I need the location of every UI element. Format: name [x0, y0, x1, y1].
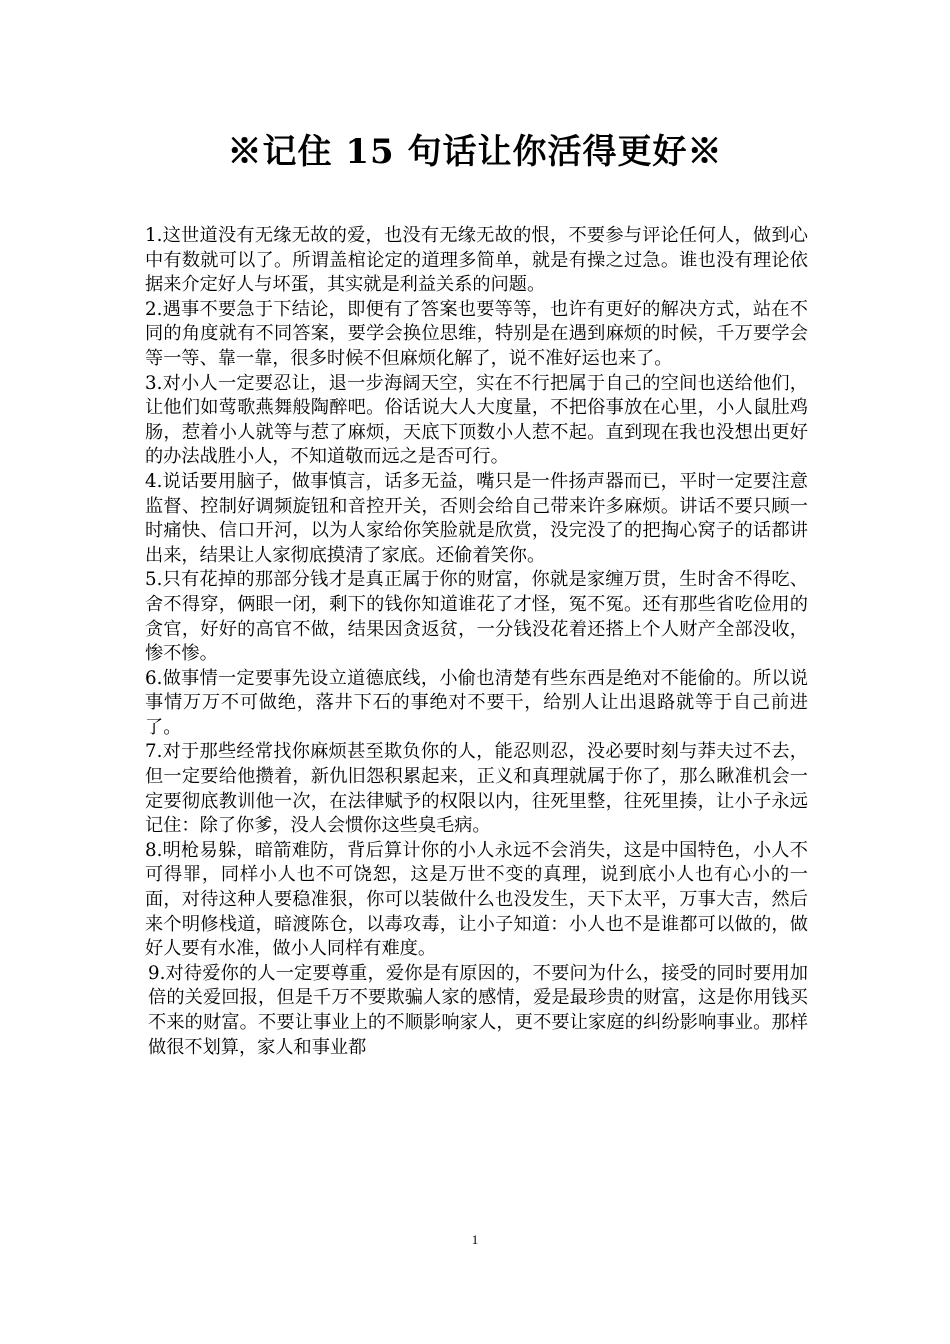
paragraph-6: 6.做事情一定要事先设立道德底线，小偷也清楚有些东西是绝对不能偷的。所以说事情万万不可做绝，落井下石的事绝对不要干，给别人让出退路就等于自己前进了。	[145, 667, 808, 738]
paragraph-2: 2.遇事不要急于下结论，即便有了答案也要等等，也许有更好的解决方式，站在不同的角度就有不同答案，要学会换位思维，特别是在遇到麻烦的时候，千万要学会等一等、靠一靠，很多时候不但麻烦化解了，说不准好运也来了。	[145, 298, 808, 369]
page-number: 1	[471, 1232, 479, 1247]
paragraph-3: 3.对小人一定要忍让，退一步海阔天空，实在不行把属于自己的空间也送给他们，让他们如莺歌燕舞般陶醉吧。俗话说大人大度量，不把俗事放在心里，小人鼠肚鸡肠，惹着小人就等与惹了麻烦，天底下顶数小人惹不起。直到现在我也没想出更好的办法战胜小人，不知道敬而远之是否可行。	[145, 372, 808, 468]
paragraph-8: 8.明枪易躲，暗箭难防，背后算计你的小人永远不会消失，这是中国特色，小人不可得罪，同样小人也不可饶恕，这是万世不变的真理，说到底小人也有心小的一面，对待这种人要稳准狠，你可以装做什么也没发生，天下太平，万事大吉，然后来个明修栈道，暗渡陈仓，以毒攻毒，让小子知道：小人也不是谁都可以做的，做好人要有水准，做小人同样有难度。	[145, 839, 808, 960]
paragraph-9: 9.对待爱你的人一定要尊重，爱你是有原因的，不要问为什么，接受的同时要用加倍的关爱回报，但是千万不要欺骗人家的感情，爱是最珍贵的财富，这是你用钱买不来的财富。不要让事业上的不顺影响家人，更不要让家庭的纠纷影响事业。那样做很不划算，家人和事业都	[148, 962, 808, 1058]
document-body	[145, 224, 808, 1060]
paragraph-4: 4.说话要用脑子，做事慎言，话多无益，嘴只是一件扬声器而已，平时一定要注意监督、控制好调频旋钮和音控开关，否则会给自己带来许多麻烦。讲话不要只顾一时痛快、信口开河，以为人家给你笑脸就是欣赏，没完没了的把掏心窝子的话都讲出来，结果让人家彻底摸清了家底。还偷着笑你。	[145, 470, 808, 566]
document-title: ※记住 15 句话让你活得更好※	[227, 132, 723, 172]
paragraph-7: 7.对于那些经常找你麻烦甚至欺负你的人，能忍则忍，没必要时刻与莽夫过不去，但一定要给他攒着，新仇旧怨积累起来，正义和真理就属于你了，那么瞅准机会一定要彻底教训他一次，在法律赋予的权限以内，往死里整，往死里揍，让小子永远记住：除了你爹，没人会惯你这些臭毛病。	[145, 741, 808, 837]
paragraph-5: 5.只有花掉的那部分钱才是真正属于你的财富，你就是家缠万贯，生时舍不得吃、舍不得穿，俩眼一闭，剩下的钱你知道谁花了才怪，冤不冤。还有那些省吃俭用的贪官，好好的高官不做，结果因贪返贫，一分钱没花着还搭上个人财产全部没收，惨不惨。	[145, 569, 808, 665]
paragraph-1: 1.这世道没有无缘无故的爱，也没有无缘无故的恨，不要参与评论任何人，做到心中有数就可以了。所谓盖棺论定的道理多简单，就是有操之过急。谁也没有理论依据来介定好人与坏蛋，其实就是利益关系的问题。	[145, 225, 808, 296]
